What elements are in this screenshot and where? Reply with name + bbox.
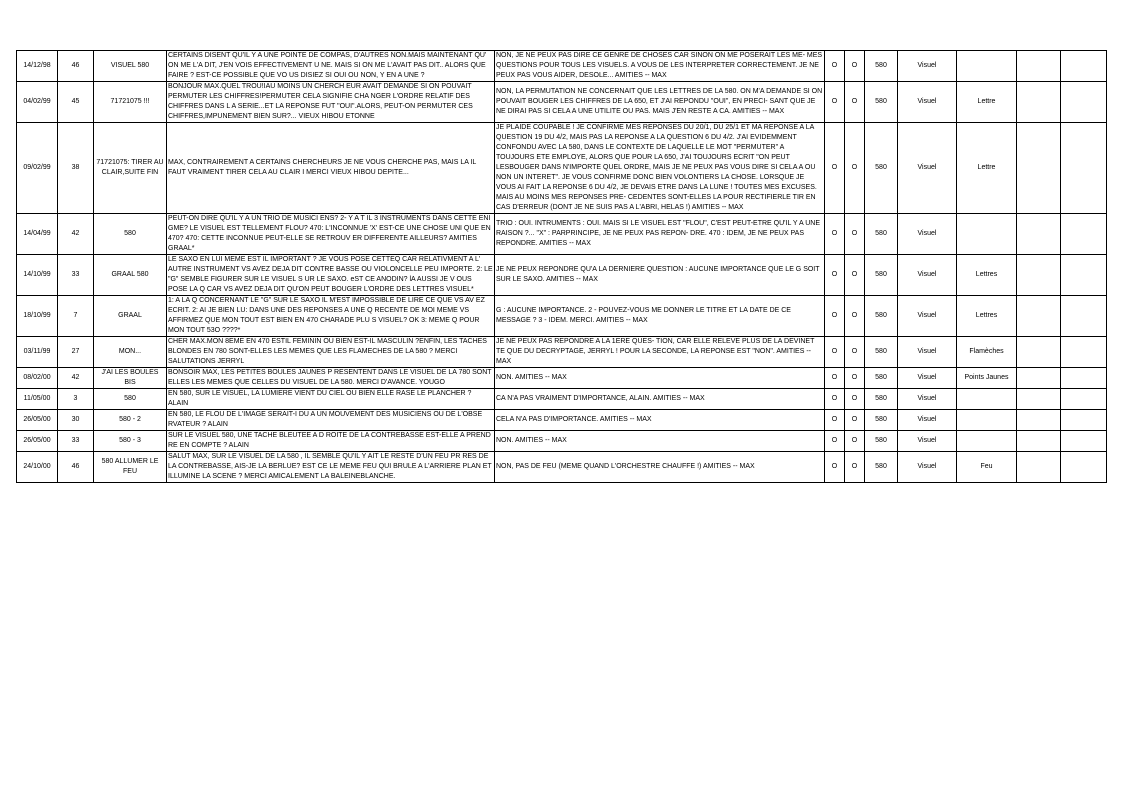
num-cell: 3 bbox=[58, 389, 94, 410]
empty-cell bbox=[1017, 389, 1061, 410]
table-row bbox=[17, 51, 1107, 82]
empty-cell bbox=[1061, 410, 1107, 431]
empty-cell bbox=[1017, 82, 1061, 123]
empty-cell bbox=[1061, 368, 1107, 389]
table-row bbox=[17, 337, 1107, 368]
num-cell: 38 bbox=[58, 123, 94, 214]
subject-cell: 580 bbox=[94, 214, 167, 255]
question-cell: PEUT-ON DIRE QU'IL Y A UN TRIO DE MUSICI ENS? 2- Y A T IL 3 INSTRUMENTS DANS CETTE ENI GME? LE VISUEL EST TELLEMENT FLOU? 470: L'INCONNUE 'X' EST-CE UNE CHOSE UNI QUE EN 470? 470: CETTE INCONNUE PEUT-ELLE SE RETROUV ER DIFFERENTE AILLEURS? AMITIES GRAAL* bbox=[167, 214, 495, 255]
type-cell: Visuel bbox=[898, 214, 957, 255]
o1-cell: O bbox=[825, 82, 845, 123]
num-cell: 33 bbox=[58, 255, 94, 296]
answer-cell: NON, LA PERMUTATION NE CONCERNAIT QUE LES LETTRES DE LA 580. ON M'A DEMANDE SI ON POUVAIT BOUGER LES CHIFFRES DE LA 650, ET J'AI REPONDU "OUI", EN PRECI- SANT QUE JE NE DIRAI PAS SI CELA A UNE UTILITE OU PAS. MAIS J'EN RESTE A CA. AMITIES -- MAX bbox=[495, 82, 825, 123]
empty-cell bbox=[1061, 389, 1107, 410]
type-cell: Visuel bbox=[898, 296, 957, 337]
o2-cell: O bbox=[845, 431, 865, 452]
table-row bbox=[17, 389, 1107, 410]
date-cell: 18/10/99 bbox=[17, 296, 58, 337]
o1-cell: O bbox=[825, 214, 845, 255]
tag-cell bbox=[957, 431, 1017, 452]
o2-cell: O bbox=[845, 51, 865, 82]
empty-cell bbox=[1061, 452, 1107, 483]
subject-cell: 580 - 3 bbox=[94, 431, 167, 452]
tag-cell: Feu bbox=[957, 452, 1017, 483]
subject-cell: 580 bbox=[94, 389, 167, 410]
tag-cell: Points Jaunes bbox=[957, 368, 1017, 389]
answer-cell: JE NE PEUX REPONDRE QU'A LA DERNIERE QUESTION : AUCUNE IMPORTANCE QUE LE G SOIT SUR LE SAXO. AMITIES -- MAX bbox=[495, 255, 825, 296]
question-cell: 1: A LA Q CONCERNANT LE "G" SUR LE SAXO IL M'EST IMPOSSIBLE DE LIRE CE QUE VS AV EZ ECRIT. 2: AI JE BIEN LU: DANS UNE DES REPONSES A UNE Q RECENTE DE MOI MEME VS AFFIRMEZ QUE MON TOUT EST BIEN EN 470 CHARADE PLU S VISUEL? OK 3: MEME Q POUR MON TOUT 53O ????* bbox=[167, 296, 495, 337]
o2-cell: O bbox=[845, 368, 865, 389]
type-cell: Visuel bbox=[898, 389, 957, 410]
date-cell: 04/02/99 bbox=[17, 82, 58, 123]
subject-cell: 580 - 2 bbox=[94, 410, 167, 431]
code-cell: 580 bbox=[865, 214, 898, 255]
question-cell: CHER MAX.MON 8EME EN 470 ESTIL FEMININ OU BIEN EST-IL MASCULIN ?ENFIN, LES TACHES BLONDES EN 780 SONT-ELLES LES MEMES QUE LES FLAMECHES DE LA 580 ? MERCI SALUTATIONS JERRYL bbox=[167, 337, 495, 368]
answer-cell: NON, PAS DE FEU (MEME QUAND L'ORCHESTRE CHAUFFE !) AMITIES -- MAX bbox=[495, 452, 825, 483]
num-cell: 42 bbox=[58, 214, 94, 255]
o1-cell: O bbox=[825, 389, 845, 410]
o2-cell: O bbox=[845, 389, 865, 410]
empty-cell bbox=[1017, 51, 1061, 82]
empty-cell bbox=[1017, 452, 1061, 483]
question-cell: EN 580, SUR LE VISUEL, LA LUMIERE VIENT DU CIEL OU BIEN ELLE RASE LE PLANCHER ? ALAIN bbox=[167, 389, 495, 410]
code-cell: 580 bbox=[865, 51, 898, 82]
o2-cell: O bbox=[845, 255, 865, 296]
date-cell: 14/04/99 bbox=[17, 214, 58, 255]
o1-cell: O bbox=[825, 123, 845, 214]
empty-cell bbox=[1017, 123, 1061, 214]
table-row bbox=[17, 431, 1107, 452]
answer-cell: NON. AMITIES -- MAX bbox=[495, 431, 825, 452]
answer-cell: CELA N'A PAS D'IMPORTANCE. AMITIES -- MAX bbox=[495, 410, 825, 431]
subject-cell: VISUEL 580 bbox=[94, 51, 167, 82]
empty-cell bbox=[1061, 296, 1107, 337]
table-row bbox=[17, 214, 1107, 255]
num-cell: 33 bbox=[58, 431, 94, 452]
code-cell: 580 bbox=[865, 431, 898, 452]
subject-cell: GRAAL bbox=[94, 296, 167, 337]
tag-cell bbox=[957, 51, 1017, 82]
empty-cell bbox=[1061, 123, 1107, 214]
o1-cell: O bbox=[825, 337, 845, 368]
tag-cell bbox=[957, 214, 1017, 255]
empty-cell bbox=[1017, 337, 1061, 368]
num-cell: 46 bbox=[58, 452, 94, 483]
date-cell: 14/12/98 bbox=[17, 51, 58, 82]
question-cell: EN 580, LE FLOU DE L'IMAGE SERAIT-I DU A UN MOUVEMENT DES MUSICIENS OU DE L'OBSE RVATEUR ? ALAIN bbox=[167, 410, 495, 431]
date-cell: 24/10/00 bbox=[17, 452, 58, 483]
tag-cell: Lettres bbox=[957, 255, 1017, 296]
question-cell: SALUT MAX, SUR LE VISUEL DE LA 580 , IL SEMBLE QU'IL Y AIT LE RESTE D'UN FEU PR RES DE LA CONTREBASSE, AIS-JE LA BERLUE? EST CE LE MEME FEU QUI BRULE A L'ARRIERE PLAN ET ILLUMINE LA SCENE ? MERCI AMICALEMENT LA BALEINEBLANCHE. bbox=[167, 452, 495, 483]
question-cell: BONJOUR MAX.QUEL TROU!IAU MOINS UN CHERCH EUR AVAIT DEMANDE SI ON POUVAIT PERMUTER LES CHIFFRES!PERMUTER CELA SIGNIFIE CHA NGER L'ORDRE RELATIF DES CHIFFRES DANS L A SERIE...ET LA REPONSE FUT "OUI".ALORS, PEUT-ON PERMUTER CES CHIFFRES,IMPUNEMENT BIEN SUR?... VIEUX HIBOU ETONNE bbox=[167, 82, 495, 123]
empty-cell bbox=[1061, 431, 1107, 452]
subject-cell: 580 ALLUMER LE FEU bbox=[94, 452, 167, 483]
table-row bbox=[17, 452, 1107, 483]
answer-cell: JE PLAIDE COUPABLE ! JE CONFIRME MES REPONSES DU 20/1, DU 25/1 ET MA REPONSE A LA QUESTION 19 DU 4/2, MAIS PAS LA REPONSE A LA QUESTION 6 DU 4/2. J'AI EVIDEMMENT CONFONDU AVEC LA 580, DANS LE CONTEXTE DE LAQUELLE LE MOT "PERMUTER" A TOUJOURS ETE EMPLOYE, ALORS QUE POUR LA 650, J'AI TOUJOURS ECRIT "ON PEUT LESBOUGER DANS N'IMPORTE QUEL ORDRE, MAIS JE NE PEUX PAS VOUS DIRE SI CELA A OU NON UN INTERET". JE VOUS CONFIRME DONC BIEN VOLONTIERS LA CHOSE. LORSQUE JE VOUS AI FAIT LA REPONSE 6 DU 4/2, JE DEVAIS ETRE DANS LA LUNE ! TOUTES MES EXCUSES. MAIS AU MOINS MES REPONSES PRE- CEDENTES SONT-ELLES LA POUR RECTIFIERLE TIR EN CAS D'ERREUR (DONT JE NE SUIS PAS A L'ABRI, HELAS !) AMITIES -- MAX bbox=[495, 123, 825, 214]
code-cell: 580 bbox=[865, 389, 898, 410]
question-cell: LE SAXO EN LUI MEME EST IL IMPORTANT ? JE VOUS POSE CETTEQ CAR RELATIVMENT A L' AUTRE INSTRUMENT VS AVEZ DEJA DIT CONTRE BASSE OU VIOLONCELLE PEU IMPORTE. 2: LE "G" SEMBLE FIGURER SUR LE VISUEL S UR LE SAXO. eST CE ANODIN? lA AUSSI JE V OUS POSE LA Q CAR VS AVEZ DEJA DIT QU'ON PEUT BOUGER L'ORDRE DES LETTRES VISUEL* bbox=[167, 255, 495, 296]
empty-cell bbox=[1017, 368, 1061, 389]
o2-cell: O bbox=[845, 82, 865, 123]
type-cell: Visuel bbox=[898, 452, 957, 483]
code-cell: 580 bbox=[865, 123, 898, 214]
subject-cell: J'AI LES BOULES BIS bbox=[94, 368, 167, 389]
date-cell: 11/05/00 bbox=[17, 389, 58, 410]
subject-cell: GRAAL 580 bbox=[94, 255, 167, 296]
code-cell: 580 bbox=[865, 452, 898, 483]
answer-cell: CA N'A PAS VRAIMENT D'IMPORTANCE, ALAIN. AMITIES -- MAX bbox=[495, 389, 825, 410]
tag-cell: Lettre bbox=[957, 123, 1017, 214]
num-cell: 42 bbox=[58, 368, 94, 389]
answer-cell: NON, JE NE PEUX PAS DIRE CE GENRE DE CHOSES CAR SINON ON ME POSERAIT LES ME- MES QUESTIONS POUR TOUS LES VISUELS. A VOUS DE LES INTERPRETER CORRECTEMENT. JE NE PEUX PAS VOUS AIDER, DESOLE... AMITIES -- MAX bbox=[495, 51, 825, 82]
empty-cell bbox=[1061, 255, 1107, 296]
empty-cell bbox=[1017, 296, 1061, 337]
tag-cell bbox=[957, 410, 1017, 431]
type-cell: Visuel bbox=[898, 368, 957, 389]
subject-cell: MON... bbox=[94, 337, 167, 368]
date-cell: 26/05/00 bbox=[17, 410, 58, 431]
type-cell: Visuel bbox=[898, 123, 957, 214]
answer-cell: G : AUCUNE IMPORTANCE. 2 - POUVEZ-VOUS ME DONNER LE TITRE ET LA DATE DE CE MESSAGE ? 3 - IDEM. MERCI. AMITIES -- MAX bbox=[495, 296, 825, 337]
question-cell: MAX, CONTRAIREMENT A CERTAINS CHERCHEURS JE NE VOUS CHERCHE PAS, MAIS LA IL FAUT VRAIMENT TIRER CELA AU CLAIR I MERCI VIEUX HIBOU DEPITE... bbox=[167, 123, 495, 214]
o1-cell: O bbox=[825, 452, 845, 483]
answer-cell: NON. AMITIES -- MAX bbox=[495, 368, 825, 389]
code-cell: 580 bbox=[865, 368, 898, 389]
qa-table bbox=[16, 50, 1107, 483]
o2-cell: O bbox=[845, 296, 865, 337]
type-cell: Visuel bbox=[898, 337, 957, 368]
subject-cell: 71721075: TIRER AU CLAIR,SUITE FIN bbox=[94, 123, 167, 214]
code-cell: 580 bbox=[865, 255, 898, 296]
table-body bbox=[17, 51, 1107, 483]
date-cell: 26/05/00 bbox=[17, 431, 58, 452]
tag-cell: Lettres bbox=[957, 296, 1017, 337]
code-cell: 580 bbox=[865, 82, 898, 123]
table-row bbox=[17, 255, 1107, 296]
date-cell: 14/10/99 bbox=[17, 255, 58, 296]
o1-cell: O bbox=[825, 368, 845, 389]
o2-cell: O bbox=[845, 214, 865, 255]
type-cell: Visuel bbox=[898, 51, 957, 82]
empty-cell bbox=[1017, 255, 1061, 296]
date-cell: 08/02/00 bbox=[17, 368, 58, 389]
question-cell: CERTAINS DISENT QU'IL Y A UNE POINTE DE COMPAS, D'AUTRES NON.MAIS MAINTENANT QU' ON ME L'A DIT, J'EN VOIS EFFECTIVEMENT U NE. MAIS SI ON ME L'AVAIT PAS DIT.. ALORS QUE FAIRE ? EST-CE POSSIBLE QUE VO US DISIEZ SI OUI OU NON, Y EN A UNE ? bbox=[167, 51, 495, 82]
table-row bbox=[17, 296, 1107, 337]
empty-cell bbox=[1061, 82, 1107, 123]
question-cell: BONSOIR MAX, LES PETITES BOULES JAUNES P RESENTENT DANS LE VISUEL DE LA 780 SONT ELLES LES MEMES QUE CELLES DU VISUEL DE LA 580. MERCI D'AVANCE. YOUGO bbox=[167, 368, 495, 389]
o1-cell: O bbox=[825, 51, 845, 82]
tag-cell: Lettre bbox=[957, 82, 1017, 123]
empty-cell bbox=[1017, 214, 1061, 255]
type-cell: Visuel bbox=[898, 410, 957, 431]
table-row bbox=[17, 368, 1107, 389]
o2-cell: O bbox=[845, 452, 865, 483]
answer-cell: JE NE PEUX PAS REPONDRE A LA 1ERE QUES- TION, CAR ELLE RELEVE PLUS DE LA DEVINET TE QUE DU DECRYPTAGE, JERRYL ! POUR LA SECONDE, LA REPONSE EST "NON". AMITIES -- MAX bbox=[495, 337, 825, 368]
num-cell: 45 bbox=[58, 82, 94, 123]
empty-cell bbox=[1017, 410, 1061, 431]
date-cell: 09/02/99 bbox=[17, 123, 58, 214]
question-cell: SUR LE VISUEL 580, UNE TACHE BLEUTEE A D ROITE DE LA CONTREBASSE EST-ELLE A PREND RE EN COMPTE ? ALAIN bbox=[167, 431, 495, 452]
num-cell: 46 bbox=[58, 51, 94, 82]
date-cell: 03/11/99 bbox=[17, 337, 58, 368]
answer-cell: TRIO : OUI. INTRUMENTS : OUI. MAIS SI LE VISUEL EST "FLOU", C'EST PEUT-ETRE QU'IL Y A UNE RAISON ?... "X" : PARPRINCIPE, JE NE PEUX PAS REPON- DRE. 470 : IDEM, JE NE PEUX PAS REPONDRE. AMITIES -- MAX bbox=[495, 214, 825, 255]
num-cell: 30 bbox=[58, 410, 94, 431]
table-row bbox=[17, 123, 1107, 214]
table-row bbox=[17, 82, 1107, 123]
o2-cell: O bbox=[845, 337, 865, 368]
empty-cell bbox=[1061, 337, 1107, 368]
type-cell: Visuel bbox=[898, 431, 957, 452]
code-cell: 580 bbox=[865, 296, 898, 337]
num-cell: 7 bbox=[58, 296, 94, 337]
o1-cell: O bbox=[825, 431, 845, 452]
table-row bbox=[17, 410, 1107, 431]
o2-cell: O bbox=[845, 123, 865, 214]
num-cell: 27 bbox=[58, 337, 94, 368]
code-cell: 580 bbox=[865, 410, 898, 431]
empty-cell bbox=[1017, 431, 1061, 452]
o2-cell: O bbox=[845, 410, 865, 431]
empty-cell bbox=[1061, 51, 1107, 82]
o1-cell: O bbox=[825, 255, 845, 296]
o1-cell: O bbox=[825, 296, 845, 337]
type-cell: Visuel bbox=[898, 255, 957, 296]
empty-cell bbox=[1061, 214, 1107, 255]
code-cell: 580 bbox=[865, 337, 898, 368]
o1-cell: O bbox=[825, 410, 845, 431]
subject-cell: 71721075 !!! bbox=[94, 82, 167, 123]
tag-cell: Flamèches bbox=[957, 337, 1017, 368]
type-cell: Visuel bbox=[898, 82, 957, 123]
tag-cell bbox=[957, 389, 1017, 410]
